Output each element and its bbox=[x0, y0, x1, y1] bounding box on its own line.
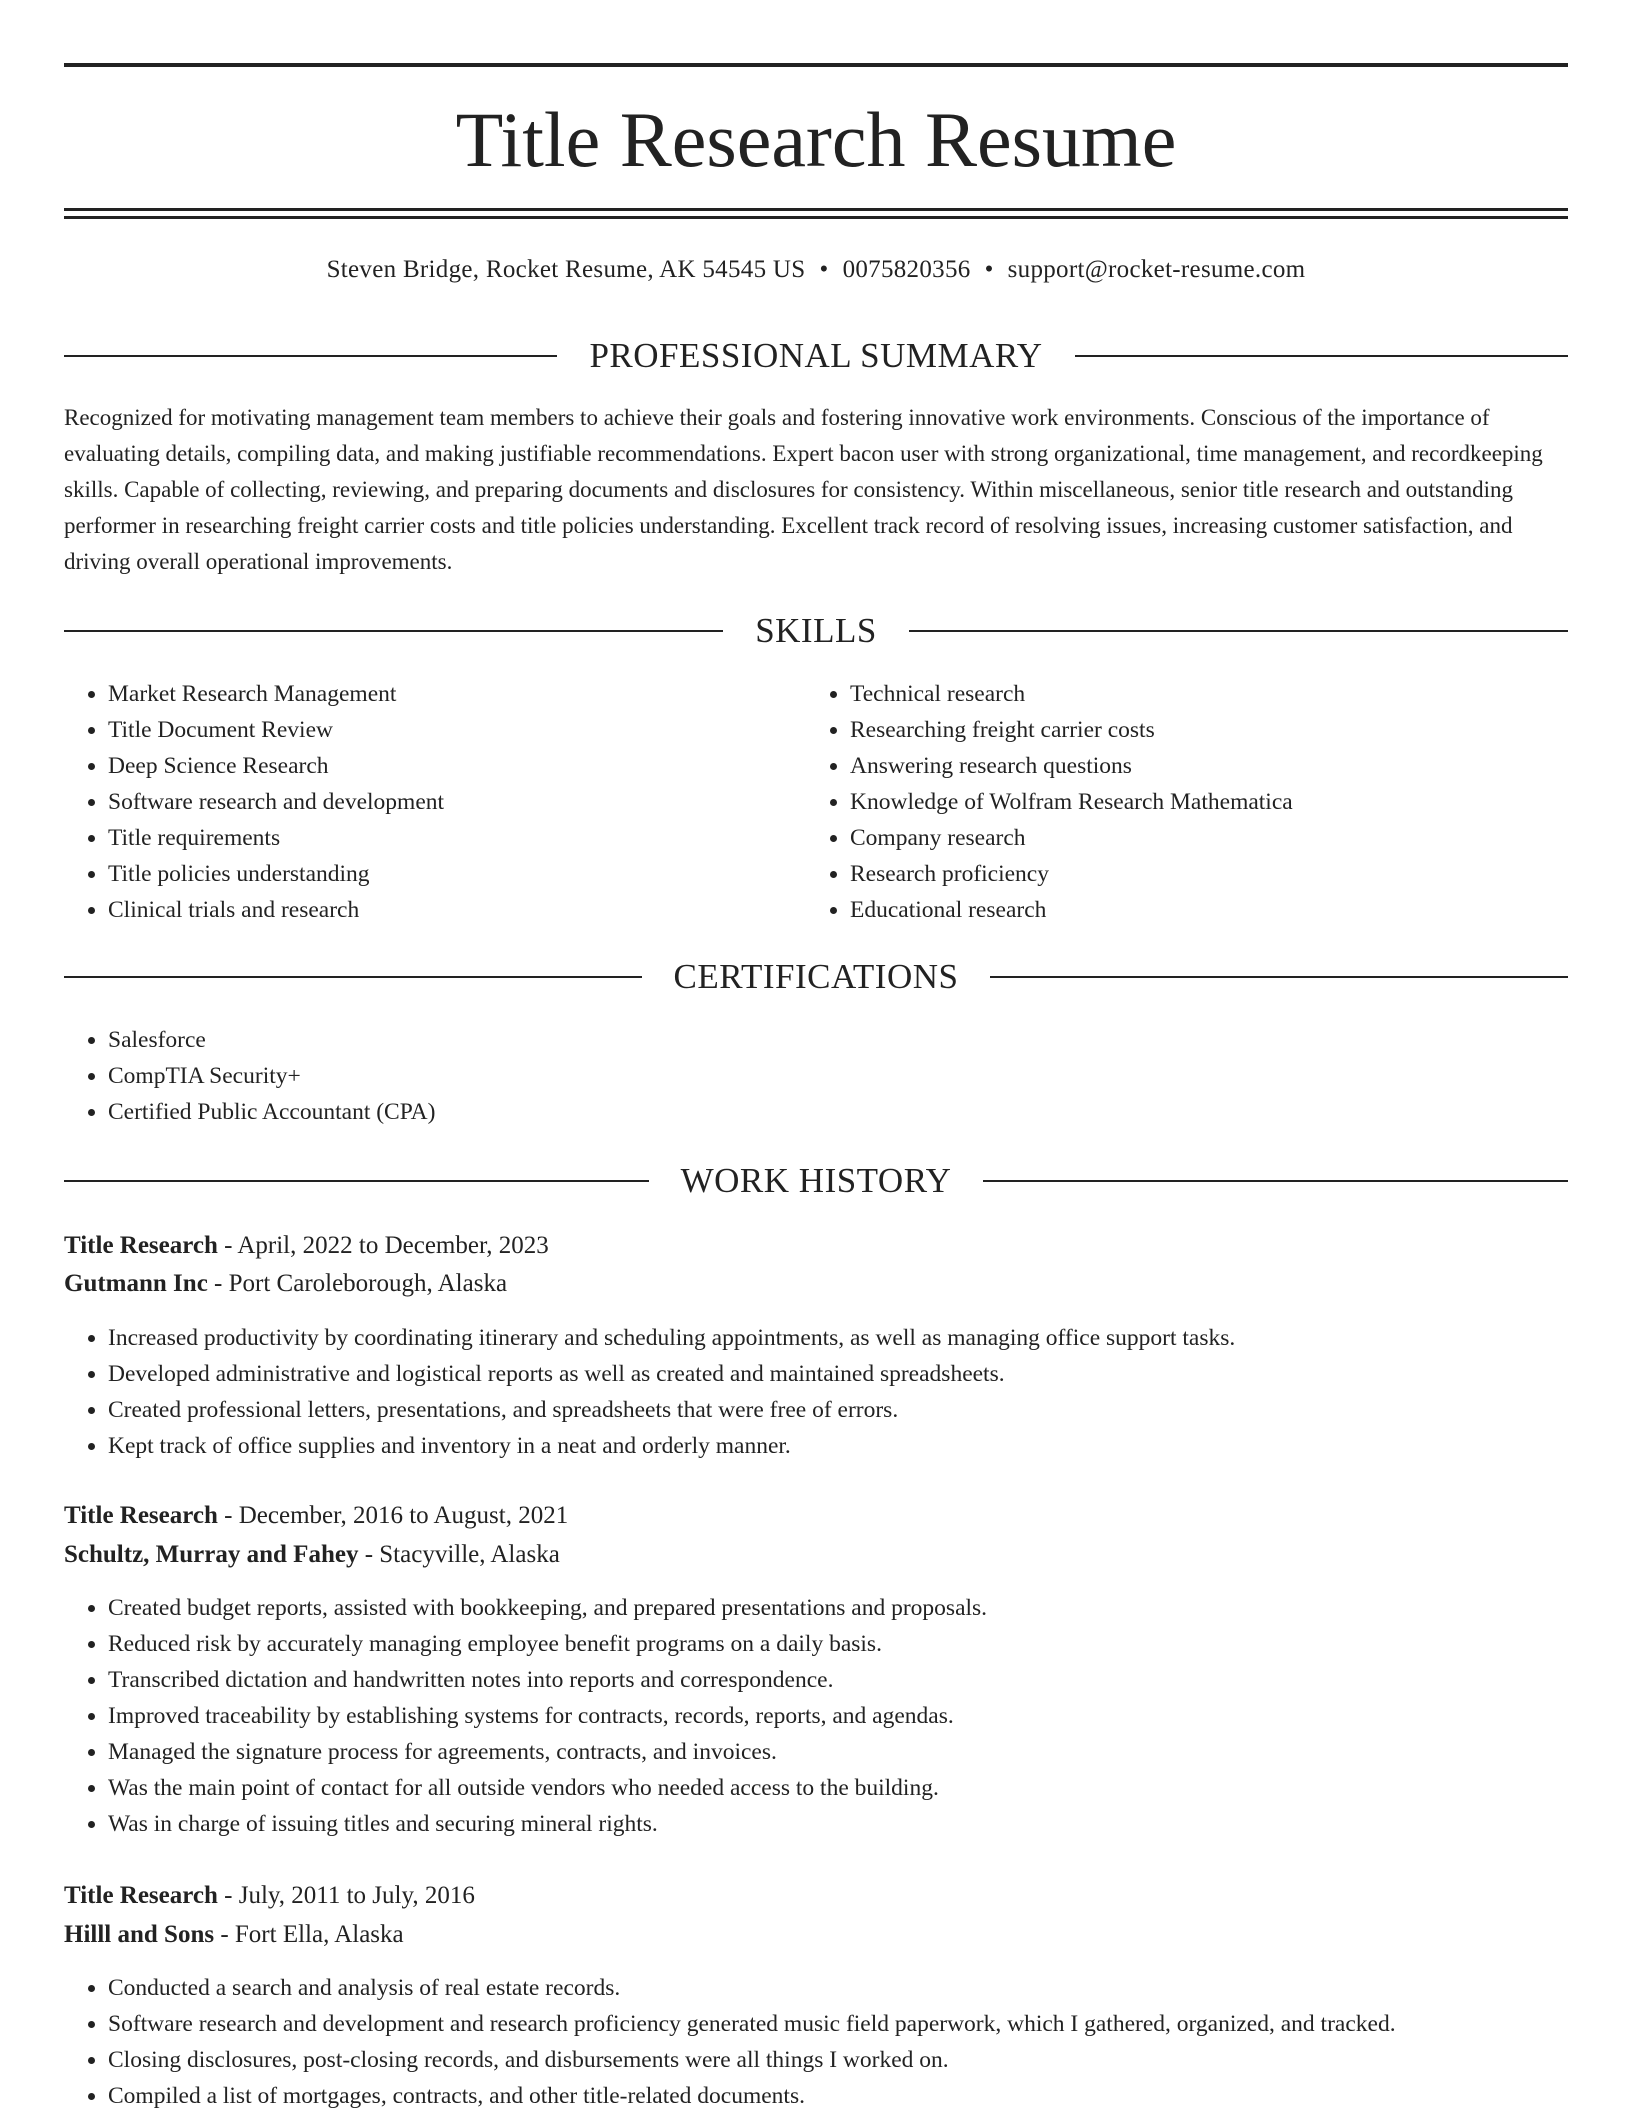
contact-separator: • bbox=[819, 256, 829, 283]
job-title: Title Research bbox=[64, 1882, 218, 1909]
job-duty-item: • Kept track of office supplies and inventory in a neat and orderly manner. bbox=[108, 1428, 1568, 1464]
skill-item: • Answering research questions bbox=[850, 748, 1568, 784]
certification-item: • CompTIA Security+ bbox=[108, 1058, 1568, 1094]
section-title: WORK HISTORY bbox=[680, 1161, 952, 1200]
job-location: - Fort Ella, Alaska bbox=[214, 1921, 404, 1948]
job-duty-item: • Developed administrative and logistical reports as well as created and maintained spreadsheets. bbox=[108, 1356, 1568, 1392]
job-duty-item: • Was in charge of issuing titles and securing mineral rights. bbox=[108, 1806, 1568, 1842]
certification-item: • Certified Public Accountant (CPA) bbox=[108, 1094, 1568, 1130]
title-rule-upper bbox=[64, 208, 1568, 211]
job-company: Hilll and Sons bbox=[64, 1921, 215, 1948]
document-title: Title Research Resume bbox=[455, 96, 1177, 183]
skill-item: • Deep Science Research bbox=[108, 748, 804, 784]
job-company-line bbox=[64, 1917, 1568, 1953]
heading-rule bbox=[1075, 355, 1568, 357]
title-rule-lower bbox=[64, 216, 1568, 219]
heading-rule bbox=[990, 976, 1568, 978]
job-duties bbox=[64, 1970, 1568, 2114]
contact-separator: • bbox=[984, 256, 994, 283]
skill-item: • Title policies understanding bbox=[108, 856, 804, 892]
skill-item: • Clinical trials and research bbox=[108, 892, 804, 928]
job-duty-item: • Software research and development and research proficiency generated music field paperwork, which I gathered, organized, and tracked. bbox=[108, 2006, 1568, 2042]
job-duty-item: • Was the main point of contact for all outside vendors who needed access to the building. bbox=[108, 1770, 1568, 1806]
section-heading-skills bbox=[64, 609, 1568, 653]
job-title-line bbox=[64, 1228, 1568, 1264]
job-title: Title Research bbox=[64, 1232, 218, 1259]
contact-phone: 0075820356 bbox=[842, 256, 971, 283]
job-duties-list bbox=[64, 1320, 1568, 1464]
heading-rule bbox=[64, 355, 557, 357]
contact-email: support@rocket-resume.com bbox=[1007, 256, 1306, 283]
job-duty-item: • Created budget reports, assisted with bookkeeping, and prepared presentations and proposals. bbox=[108, 1590, 1568, 1626]
section-title: SKILLS bbox=[755, 611, 877, 650]
job-dates: - July, 2011 to July, 2016 bbox=[217, 1882, 475, 1909]
skill-item: • Title Document Review bbox=[108, 712, 804, 748]
heading-rule bbox=[64, 630, 723, 632]
skills-column-right bbox=[806, 676, 1568, 928]
job-duty-item: • Transcribed dictation and handwritten notes into reports and correspondence. bbox=[108, 1662, 1568, 1698]
contact-line bbox=[64, 252, 1568, 288]
certification-item: • Salesforce bbox=[108, 1022, 1568, 1058]
job-company: Schultz, Murray and Fahey bbox=[64, 1541, 359, 1568]
skill-item: • Market Research Management bbox=[108, 676, 804, 712]
heading-rule bbox=[64, 976, 642, 978]
job-dates: - April, 2022 to December, 2023 bbox=[217, 1232, 549, 1259]
skill-item: • Technical research bbox=[850, 676, 1568, 712]
job-dates: - December, 2016 to August, 2021 bbox=[217, 1502, 569, 1529]
job-duty-item: • Managed the signature process for agreements, contracts, and invoices. bbox=[108, 1734, 1568, 1770]
job-company-line bbox=[64, 1266, 1568, 1302]
heading-rule bbox=[983, 1180, 1568, 1182]
job-duties-list bbox=[64, 1590, 1568, 1842]
heading-rule bbox=[64, 1180, 649, 1182]
job-title-line bbox=[64, 1498, 1568, 1534]
job-title-line bbox=[64, 1878, 1568, 1914]
skill-item: • Knowledge of Wolfram Research Mathematica bbox=[850, 784, 1568, 820]
job-title: Title Research bbox=[64, 1502, 218, 1529]
job-location: - Stacyville, Alaska bbox=[358, 1541, 560, 1568]
skills-list-left bbox=[64, 676, 804, 928]
skills-column-left bbox=[64, 676, 804, 928]
skill-item: • Company research bbox=[850, 820, 1568, 856]
job-duty-item: • Increased productivity by coordinating itinerary and scheduling appointments, as well as managing office support tasks. bbox=[108, 1320, 1568, 1356]
job-company-line bbox=[64, 1537, 1568, 1573]
certifications-list bbox=[64, 1022, 1568, 1130]
skill-item: • Software research and development bbox=[108, 784, 804, 820]
section-title: CERTIFICATIONS bbox=[673, 957, 959, 996]
section-heading-work-history bbox=[64, 1159, 1568, 1203]
summary-text: Recognized for motivating management team members to achieve their goals and fostering innovative work environments. Conscious of the importance of evaluating details, compiling data, and making justifiable recommendations. Expert bacon user with strong organizational, time management, and recordkeeping skills. Capable of collecting, reviewing, and preparing documents and disclosures for consistency. Within miscellaneous, senior title research and outstanding performer in researching freight carrier costs and title policies understanding. Excellent track record of resolving issues, increasing customer satisfaction, and driving overall operational improvements. bbox=[64, 405, 1543, 574]
job-company: Gutmann Inc bbox=[64, 1270, 208, 1297]
job-duty-item: • Conducted a search and analysis of real estate records. bbox=[108, 1970, 1568, 2006]
skills-list-right bbox=[806, 676, 1568, 928]
job-duties bbox=[64, 1590, 1568, 1842]
skill-item: • Educational research bbox=[850, 892, 1568, 928]
job-duty-item: • Created professional letters, presentations, and spreadsheets that were free of errors. bbox=[108, 1392, 1568, 1428]
skill-item: • Researching freight carrier costs bbox=[850, 712, 1568, 748]
section-heading-certifications bbox=[64, 955, 1568, 999]
job-duty-item: • Closing disclosures, post-closing records, and disbursements were all things I worked on. bbox=[108, 2042, 1568, 2078]
job-duties-list bbox=[64, 1970, 1568, 2114]
top-rule bbox=[64, 63, 1568, 67]
section-heading-summary bbox=[64, 334, 1568, 378]
section-title: PROFESSIONAL SUMMARY bbox=[589, 336, 1043, 375]
job-location: - Port Caroleborough, Alaska bbox=[207, 1270, 508, 1297]
skill-item: • Research proficiency bbox=[850, 856, 1568, 892]
job-duties bbox=[64, 1320, 1568, 1464]
heading-rule bbox=[909, 630, 1568, 632]
job-duty-item: • Improved traceability by establishing systems for contracts, records, reports, and agendas. bbox=[108, 1698, 1568, 1734]
skill-item: • Title requirements bbox=[108, 820, 804, 856]
certifications-block bbox=[64, 1022, 1568, 1130]
job-duty-item: • Reduced risk by accurately managing employee benefit programs on a daily basis. bbox=[108, 1626, 1568, 1662]
job-duty-item: • Compiled a list of mortgages, contracts, and other title-related documents. bbox=[108, 2078, 1568, 2114]
contact-address: Steven Bridge, Rocket Resume, AK 54545 US bbox=[326, 256, 806, 283]
